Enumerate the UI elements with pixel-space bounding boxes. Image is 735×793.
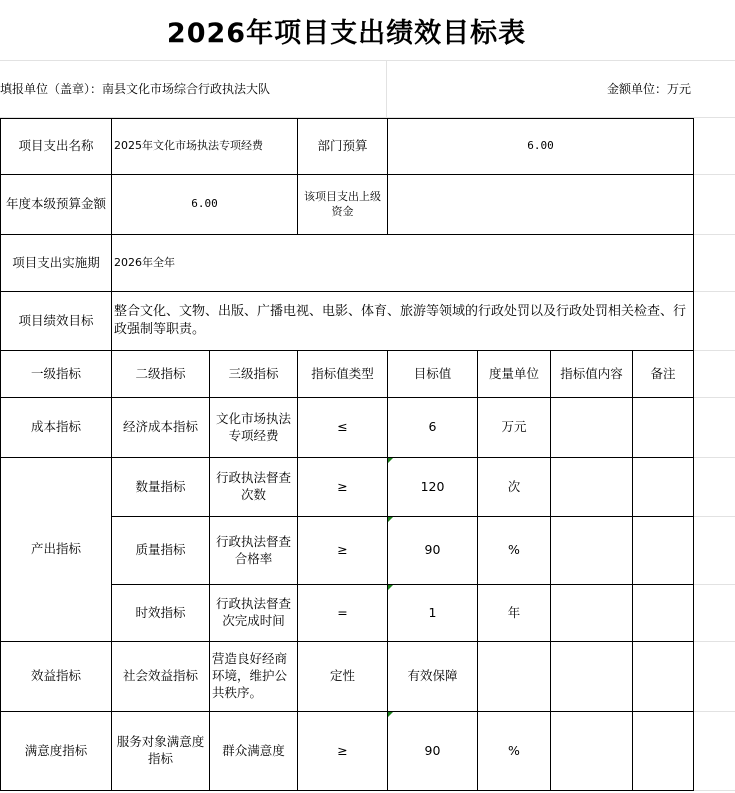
type-cell[interactable]: ≥ bbox=[298, 517, 388, 585]
dept-budget-value[interactable]: 6.00 bbox=[388, 119, 694, 175]
table-row bbox=[1, 642, 694, 712]
project-name-value[interactable]: 2025年文化市场执法专项经费 bbox=[112, 119, 298, 175]
target-cell[interactable]: 90 bbox=[388, 712, 478, 791]
superior-funds-value[interactable] bbox=[388, 175, 694, 235]
period-value[interactable]: 2026年全年 bbox=[112, 235, 694, 292]
type-cell[interactable]: = bbox=[298, 585, 388, 642]
info-row-period bbox=[1, 235, 694, 292]
unit-cell[interactable]: % bbox=[478, 517, 551, 585]
table-row bbox=[1, 458, 694, 517]
level3-cell[interactable]: 营造良好经商环境，维护公共秩序。 bbox=[210, 642, 298, 712]
table-row bbox=[1, 712, 694, 791]
level3-cell[interactable]: 行政执法督查次数 bbox=[210, 458, 298, 517]
annual-budget-label: 年度本级预算金额 bbox=[1, 175, 112, 235]
performance-table bbox=[0, 118, 694, 791]
target-cell[interactable]: 120 bbox=[388, 458, 478, 517]
project-name-label: 项目支出名称 bbox=[1, 119, 112, 175]
target-cell[interactable]: 6 bbox=[388, 398, 478, 458]
note-cell[interactable] bbox=[633, 585, 694, 642]
type-cell[interactable]: ≥ bbox=[298, 458, 388, 517]
level2-cell: 数量指标 bbox=[112, 458, 210, 517]
level3-cell[interactable]: 群众满意度 bbox=[210, 712, 298, 791]
level2-cell: 经济成本指标 bbox=[112, 398, 210, 458]
unit-cell[interactable]: 万元 bbox=[478, 398, 551, 458]
unit-cell[interactable]: 年 bbox=[478, 585, 551, 642]
unit-cell[interactable]: % bbox=[478, 712, 551, 791]
target-cell[interactable]: 有效保障 bbox=[388, 642, 478, 712]
level2-cell: 社会效益指标 bbox=[112, 642, 210, 712]
level1-cell: 满意度指标 bbox=[1, 712, 112, 791]
level2-cell: 服务对象满意度指标 bbox=[112, 712, 210, 791]
info-row-goal bbox=[1, 292, 694, 351]
period-label: 项目支出实施期 bbox=[1, 235, 112, 292]
level1-cell: 成本指标 bbox=[1, 398, 112, 458]
goal-label: 项目绩效目标 bbox=[1, 292, 112, 351]
content-cell[interactable] bbox=[551, 458, 633, 517]
content-cell[interactable] bbox=[551, 642, 633, 712]
col-header-level3: 三级指标 bbox=[210, 351, 298, 398]
level3-cell[interactable]: 行政执法督查合格率 bbox=[210, 517, 298, 585]
content-cell[interactable] bbox=[551, 398, 633, 458]
note-cell[interactable] bbox=[633, 517, 694, 585]
page-title: 2026年项目支出绩效目标表 bbox=[166, 17, 527, 49]
level1-cell: 产出指标 bbox=[1, 458, 112, 642]
note-cell[interactable] bbox=[633, 458, 694, 517]
col-header-level1: 一级指标 bbox=[1, 351, 112, 398]
superior-funds-label: 该项目支出上级资金 bbox=[298, 175, 388, 235]
info-row-project bbox=[1, 119, 694, 175]
content-cell[interactable] bbox=[551, 517, 633, 585]
dept-budget-label: 部门预算 bbox=[298, 119, 388, 175]
level3-cell[interactable]: 文化市场执法专项经费 bbox=[210, 398, 298, 458]
annual-budget-value[interactable]: 6.00 bbox=[112, 175, 298, 235]
col-header-content: 指标值内容 bbox=[551, 351, 633, 398]
col-header-note: 备注 bbox=[633, 351, 694, 398]
col-header-target: 目标值 bbox=[388, 351, 478, 398]
goal-value[interactable]: 整合文化、文物、出版、广播电视、电影、体育、旅游等领域的行政处罚以及行政处罚相关检查、行政强制等职责。 bbox=[112, 292, 694, 351]
unit-cell[interactable] bbox=[478, 642, 551, 712]
filling-unit: 填报单位（盖章）：南县文化市场综合行政执法大队 bbox=[0, 82, 271, 96]
note-cell[interactable] bbox=[633, 712, 694, 791]
type-cell[interactable]: ≥ bbox=[298, 712, 388, 791]
info-row-budget bbox=[1, 175, 694, 235]
content-cell[interactable] bbox=[551, 585, 633, 642]
level1-cell: 效益指标 bbox=[1, 642, 112, 712]
level2-cell: 时效指标 bbox=[112, 585, 210, 642]
col-header-unit: 度量单位 bbox=[478, 351, 551, 398]
column-header-row bbox=[1, 351, 694, 398]
note-cell[interactable] bbox=[633, 642, 694, 712]
table-row bbox=[1, 398, 694, 458]
target-cell[interactable]: 90 bbox=[388, 517, 478, 585]
note-cell[interactable] bbox=[633, 398, 694, 458]
level2-cell: 质量指标 bbox=[112, 517, 210, 585]
type-cell[interactable]: ≤ bbox=[298, 398, 388, 458]
content-cell[interactable] bbox=[551, 712, 633, 791]
type-cell[interactable]: 定性 bbox=[298, 642, 388, 712]
target-cell[interactable]: 1 bbox=[388, 585, 478, 642]
unit-cell[interactable]: 次 bbox=[478, 458, 551, 517]
col-header-type: 指标值类型 bbox=[298, 351, 388, 398]
col-header-level2: 二级指标 bbox=[112, 351, 210, 398]
amount-unit: 金额单位：万元 bbox=[606, 82, 691, 96]
level3-cell[interactable]: 行政执法督查次完成时间 bbox=[210, 585, 298, 642]
